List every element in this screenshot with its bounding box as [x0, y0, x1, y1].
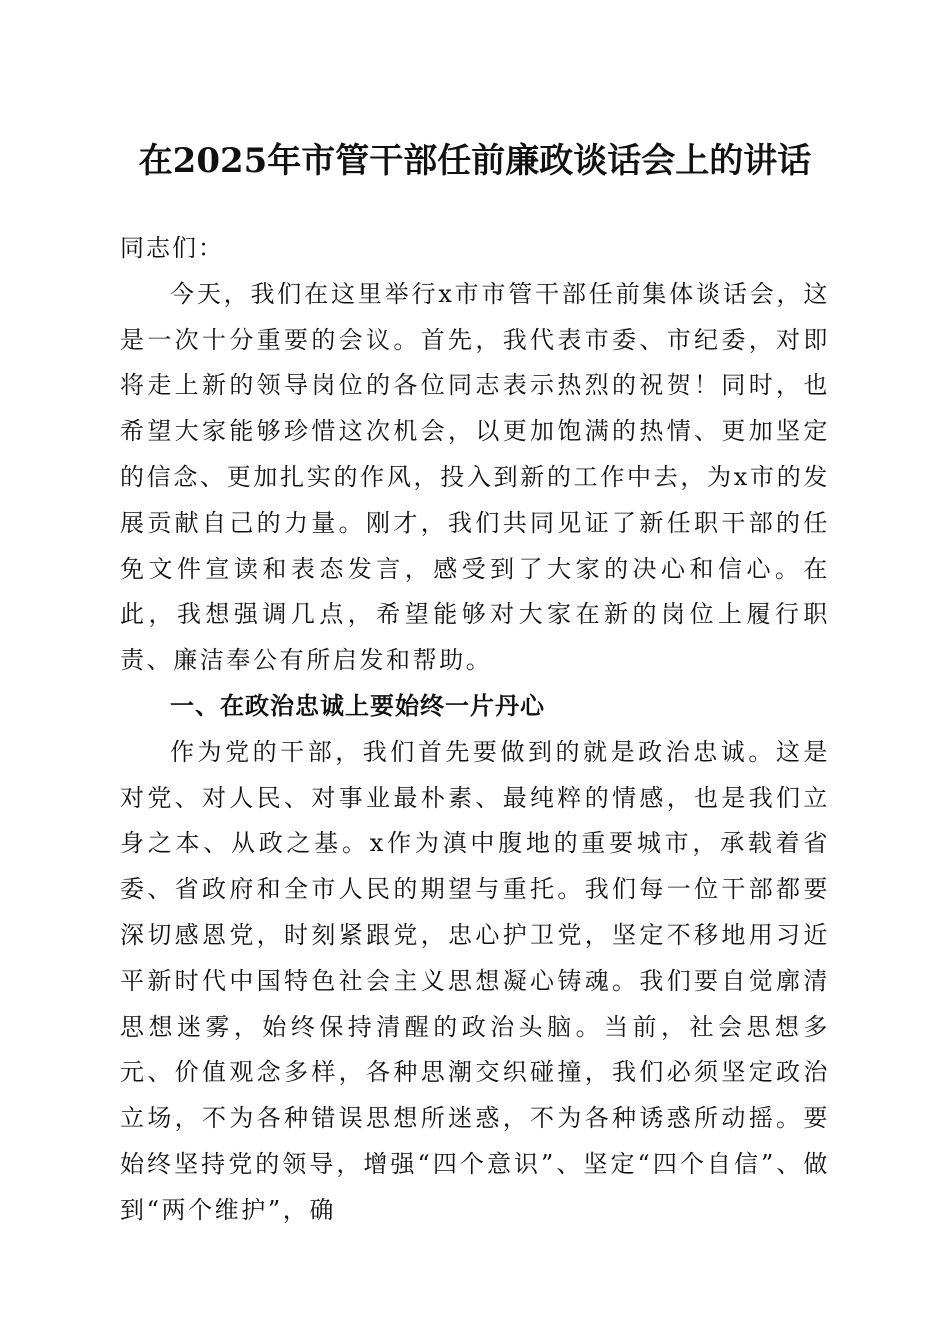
- document-title: 在2025年市管干部任前廉政谈话会上的讲话: [138, 141, 812, 181]
- section-1-paragraph: 作为党的干部，我们首先要做到的就是政治忠诚。这是对党、对人民、对事业最朴素、最纯粹的情感，也是我们立身之本、从政之基。x作为滇中腹地的重要城市，承载着省委、省政府和全市人民的期望与重托。我们每一位干部都要深切感恩党，时刻紧跟党，忠心护卫党，坚定不移地用习近平新时代中国特色社会主义思想凝心铸魂。我们要自觉廓清思想迷雾，始终保持清醒的政治头脑。当前，社会思想多元、价值观念多样，各种思潮交织碰撞，我们必须坚定政治立场，不为各种错误思想所迷惑，不为各种诱惑所动摇。要始终坚持党的领导，增强“四个意识”、坚定“四个自信”、做到“两个维护”，确: [120, 737, 830, 1224]
- document-body: [120, 226, 830, 1234]
- section-heading-1: 一、在政治忠诚上要始终一片丹心: [170, 691, 545, 720]
- salutation: 同志们：: [120, 234, 224, 262]
- opening-paragraph: 今天，我们在这里举行x市市管干部任前集体谈话会，这是一次十分重要的会议。首先，我代表市委、市纪委，对即将走上新的领导岗位的各位同志表示热烈的祝贺！同时，也希望大家能够珍惜这次机会，以更加饱满的热情、更加坚定的信念、更加扎实的作风，投入到新的工作中去，为x市的发展贡献自己的力量。刚才，我们共同见证了新任职干部的任免文件宣读和表态发言，感受到了大家的决心和信心。在此，我想强调几点，希望能够对大家在新的岗位上履行职责、廉洁奉公有所启发和帮助。: [120, 279, 830, 675]
